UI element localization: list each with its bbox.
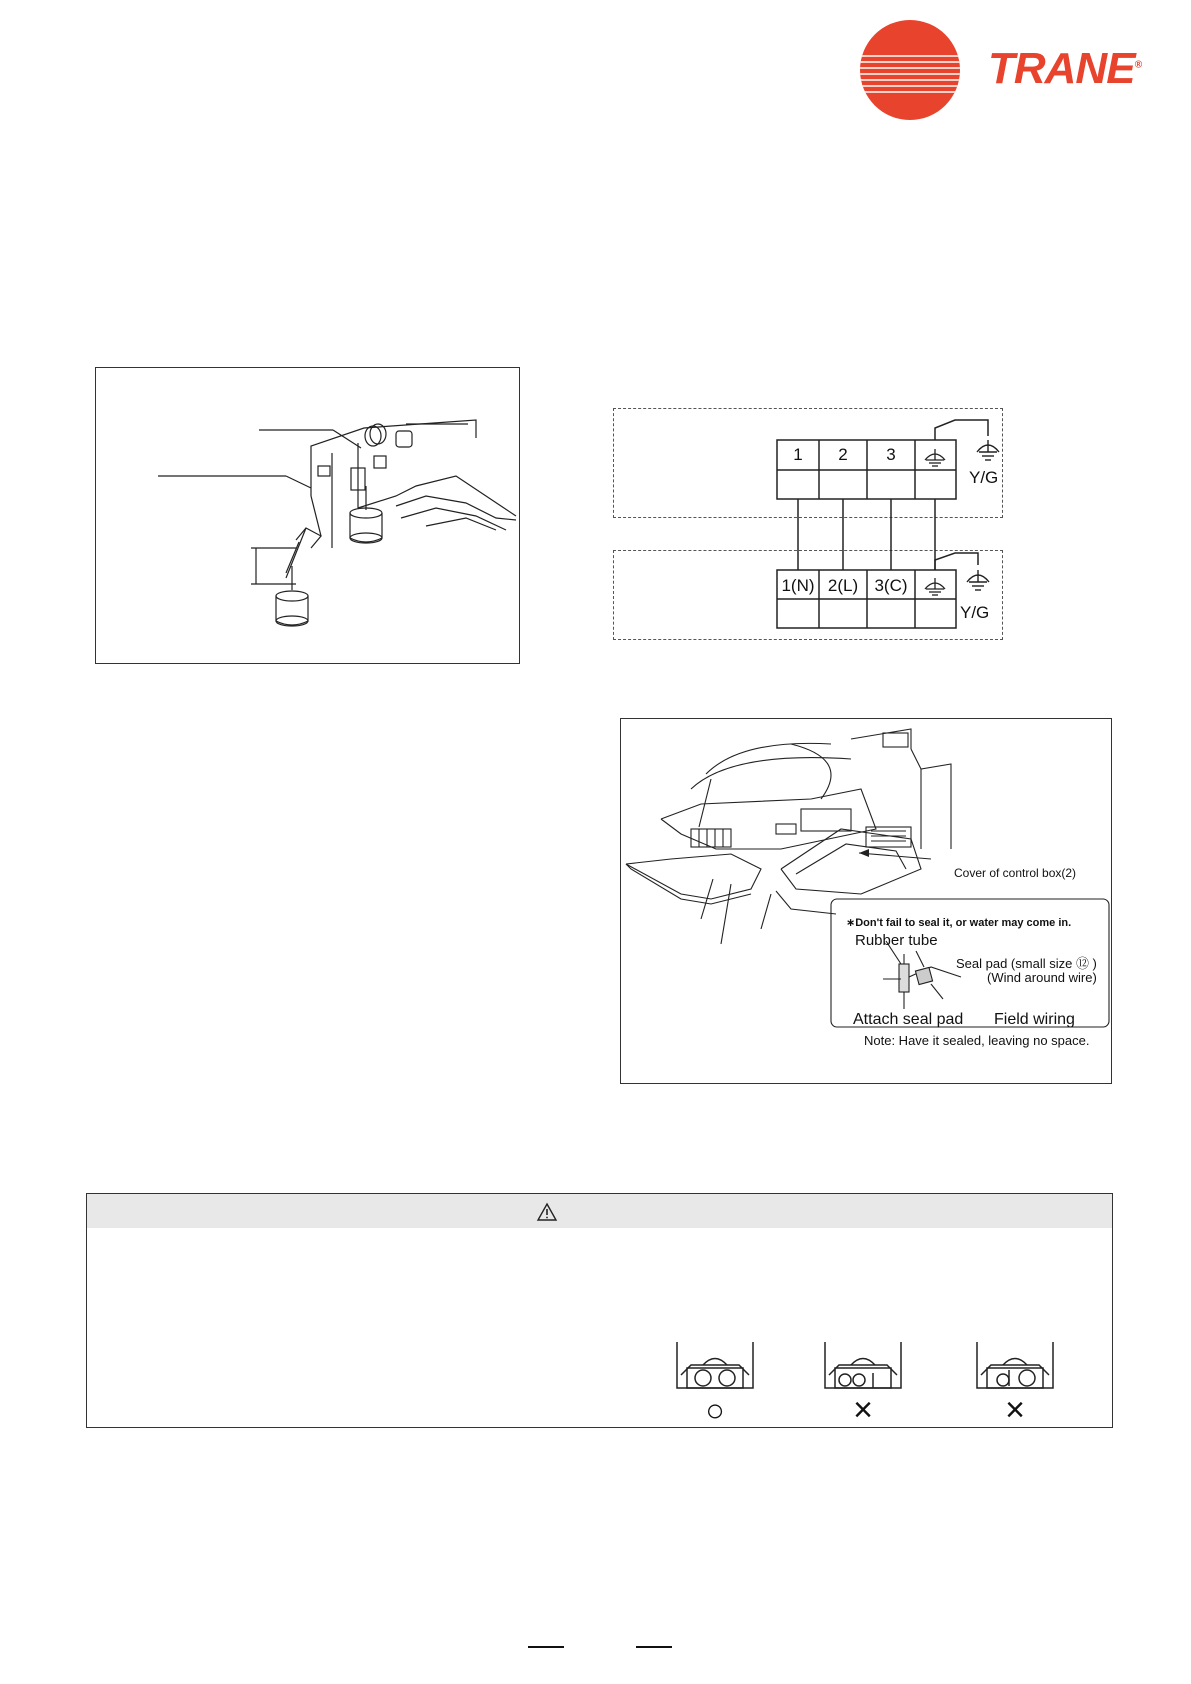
earth-ground-icon [967, 570, 989, 590]
earth-ground-icon [925, 578, 945, 595]
outdoor-terminal-3c: 3(C) [874, 576, 908, 595]
tray-verdict-wrong-a: × [853, 1391, 873, 1429]
outdoor-terminal-1n: 1(N) [781, 576, 815, 595]
warning-triangle-icon [537, 1203, 557, 1221]
tray-diagram-correct [675, 1340, 755, 1400]
outdoor-terminal-2l: 2(L) [827, 576, 859, 595]
seal-warning-note: ∗Don't fail to seal it, or water may come in. [846, 917, 1072, 929]
caution-header [87, 1194, 1112, 1228]
indoor-terminal-2: 2 [838, 445, 848, 464]
ground-label-outdoor: Y/G [960, 603, 990, 622]
tray-verdict-correct: ○ [705, 1392, 725, 1428]
control-box-cover-label: Cover of control box(2) [954, 866, 1077, 880]
page-number-rule-left [528, 1646, 564, 1648]
indoor-terminal-1: 1 [793, 445, 803, 464]
seal-pad-label: Seal pad (small size ⑫ ) [956, 956, 1097, 971]
brand-wordmark: TRANE® [988, 44, 1141, 93]
page-number-rule-right [636, 1646, 672, 1648]
field-wiring-label: Field wiring [994, 1011, 1075, 1028]
earth-ground-icon [925, 449, 945, 466]
earth-ground-icon [977, 440, 999, 460]
control-box-figure [620, 718, 1112, 1084]
caution-panel [86, 1193, 1113, 1428]
tray-verdict-wrong-b: × [1005, 1391, 1025, 1429]
attach-seal-pad-label: Attach seal pad [853, 1011, 964, 1028]
wind-around-label: (Wind around wire) [987, 970, 1097, 985]
wiring-lines [0, 0, 1191, 700]
control-box-illustration [621, 719, 1113, 1085]
indoor-terminal-3: 3 [886, 445, 896, 464]
ground-label-indoor: Y/G [969, 468, 999, 487]
seal-note-label: Note: Have it sealed, leaving no space. [864, 1033, 1090, 1048]
rubber-tube-label: Rubber tube [855, 932, 938, 949]
